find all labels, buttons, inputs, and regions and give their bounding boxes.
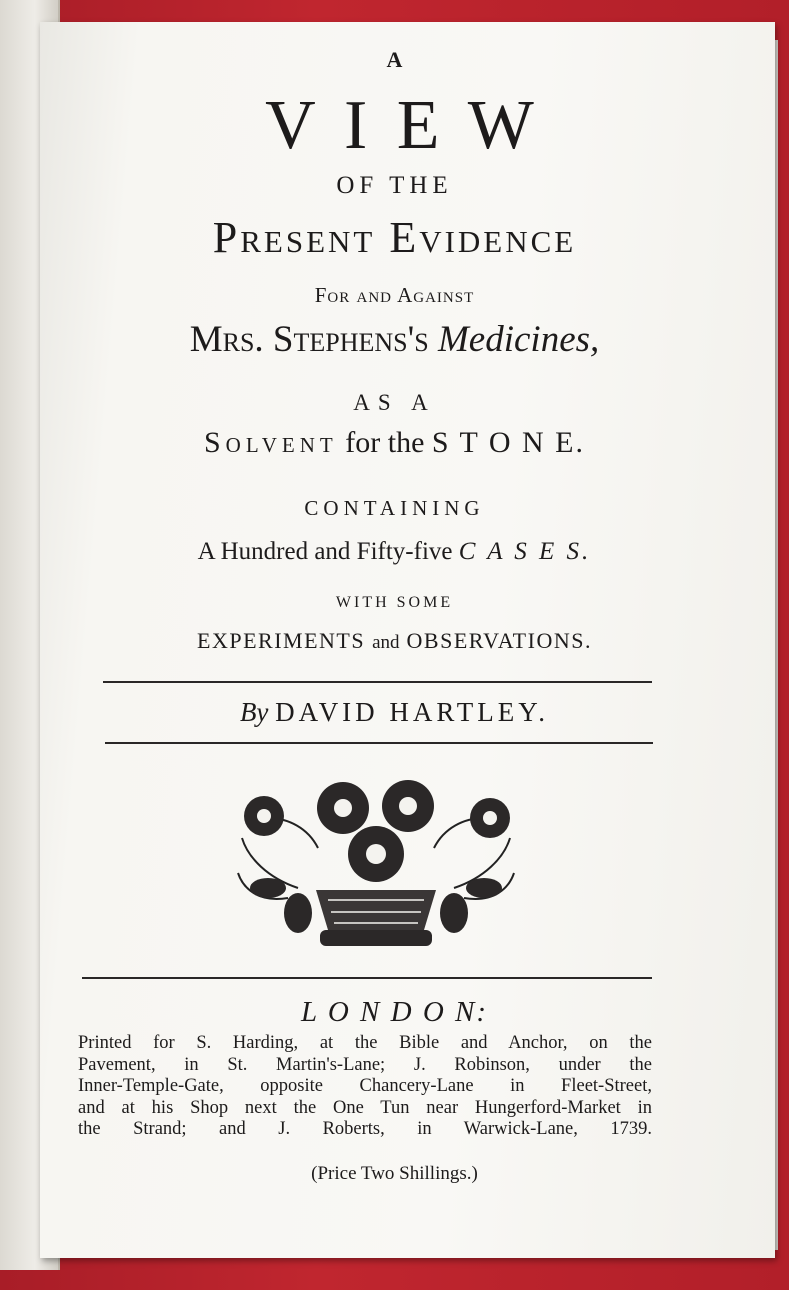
observations: OBSERVATIONS. bbox=[406, 628, 592, 653]
medicines: Medicines, bbox=[437, 319, 600, 360]
of-the: OF THE bbox=[336, 172, 453, 199]
imprint-line: Inner-Temple-Gate, opposite Chancery-Lane in Fleet-Street, bbox=[78, 1076, 652, 1096]
flower-basket-ornament bbox=[228, 778, 524, 950]
london: L O N D O N: bbox=[300, 996, 489, 1028]
imprint-line: Pavement, in St. Martin's-Lane; J. Robinson, under the bbox=[78, 1054, 652, 1075]
experiments-line bbox=[0, 628, 789, 654]
hundred-cases-text: A Hundred and Fifty-five bbox=[197, 538, 453, 565]
hundred-line bbox=[0, 538, 789, 566]
imprint-block bbox=[78, 1033, 652, 1141]
solvent: Solvent bbox=[204, 426, 338, 459]
rule-bottom bbox=[105, 742, 653, 744]
and: and bbox=[372, 632, 400, 653]
cases: C A S E S. bbox=[458, 538, 592, 565]
author-name: DAVID HARTLEY. bbox=[275, 697, 550, 727]
with-some: WITH SOME bbox=[335, 594, 454, 611]
as-a: AS A bbox=[353, 390, 436, 415]
rule-imprint bbox=[82, 977, 652, 979]
imprint-line: and at his Shop next the One Tun near Hungerford-Market in bbox=[78, 1097, 652, 1118]
containing: CONTAINING bbox=[304, 496, 485, 520]
present-evidence: Present Evidence bbox=[212, 213, 577, 262]
for-the: for the bbox=[345, 426, 425, 459]
title-view: V I E W bbox=[265, 87, 540, 164]
solvent-line bbox=[0, 426, 789, 460]
mrs-stephens: Mrs. Stephens's bbox=[189, 319, 429, 360]
for-and-against: For and Against bbox=[314, 283, 475, 307]
imprint-line: Printed for S. Harding, at the Bible and Anchor, on the bbox=[78, 1033, 652, 1053]
imprint-line: the Strand; and J. Roberts, in Warwick-Lane, 1739. bbox=[78, 1119, 652, 1139]
experiments: EXPERIMENTS bbox=[197, 628, 366, 653]
stone: S T O N E. bbox=[431, 426, 585, 459]
price: (Price Two Shillings.) bbox=[311, 1163, 478, 1184]
mrs-stephens-line bbox=[0, 318, 789, 361]
author-line bbox=[0, 697, 789, 728]
by: By bbox=[239, 697, 269, 727]
rule-top bbox=[103, 681, 652, 683]
article-a: A bbox=[386, 47, 403, 72]
